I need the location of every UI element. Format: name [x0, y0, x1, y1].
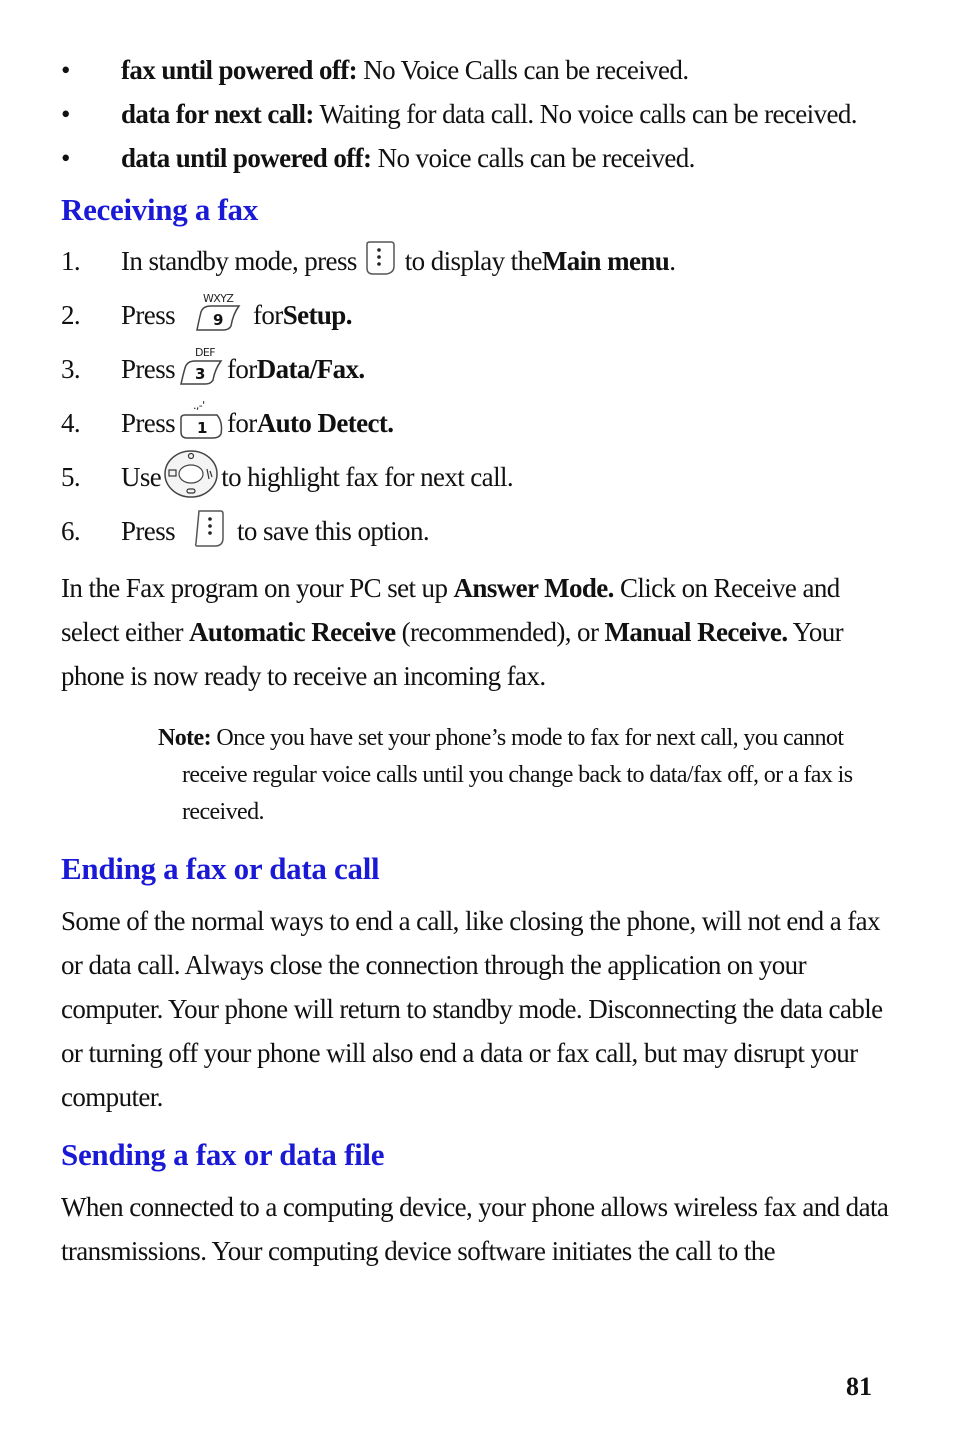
step-item [61, 342, 891, 396]
navigation-key-icon [163, 449, 219, 506]
menu-key-icon [193, 508, 225, 555]
section-heading-receiving: Receiving a fax [61, 192, 258, 227]
step-item [61, 234, 891, 288]
step-text: for [253, 299, 283, 330]
list-item [61, 92, 891, 136]
text-run: Click on Receive and select either [61, 573, 840, 647]
section-heading-sending: Sending a fax or data file [61, 1137, 385, 1172]
key-letters: .,-' [193, 398, 205, 412]
list-item [61, 136, 891, 180]
step-number: 6. [61, 515, 81, 546]
step-item [61, 396, 891, 450]
bullet-term: data for next call: [121, 99, 314, 129]
bullet-term: fax until powered off: [121, 55, 358, 85]
text-run: (recommended), or [395, 617, 605, 647]
text-run: Your phone is now ready to receive an incoming fax. [61, 617, 844, 691]
step-text: Press [121, 299, 176, 330]
step-item [61, 504, 891, 558]
list-item [61, 48, 891, 92]
section-heading-ending: Ending a fax or data call [61, 851, 380, 886]
step-bold: Setup. [282, 299, 352, 330]
key-digit: 1 [197, 418, 207, 437]
page-number: 81 [846, 1372, 872, 1401]
bold-run: Automatic Receive [189, 617, 396, 647]
bullet-mark: • [61, 99, 70, 129]
key-letters: DEF [195, 345, 215, 359]
step-bold: Data/Fax. [256, 353, 365, 384]
bullet-text: Waiting for data call. No voice calls can be received. [313, 99, 857, 129]
paragraph-sending: When connected to a computing device, your phone allows wireless fax and data transmissions. Your computing device software initiates the call to the [61, 1192, 889, 1266]
step-item [61, 288, 891, 342]
text-run: In the Fax program on your PC set up [61, 573, 454, 603]
note [158, 720, 891, 831]
bullet-term: data until powered off: [121, 143, 372, 173]
step-text: to save this option. [237, 515, 430, 546]
bullet-mark: • [61, 143, 70, 173]
step-tail: . [669, 245, 676, 276]
step-number: 3. [61, 353, 81, 384]
paragraph-ending: Some of the normal ways to end a call, like closing the phone, will not end a fax or data call. Always close the connection through the application on your computer. Your phone will return to standby mode. Disconnecting the data cable or turning off your phone will also end a data or fax call, but may disrupt your computer. [61, 906, 883, 1112]
note-label: Note: [158, 725, 211, 751]
key-letters: WXYZ [203, 291, 234, 305]
page-content [61, 48, 891, 1273]
key-1-icon [177, 398, 225, 449]
step-bold: Auto Detect. [256, 407, 394, 438]
bold-run: Answer Mode. [453, 573, 614, 603]
bullet-mark: • [61, 55, 70, 85]
key-digit: 9 [213, 310, 223, 329]
step-bold: Main menu [541, 245, 670, 276]
step-number: 2. [61, 299, 81, 330]
bullet-text: No Voice Calls can be received. [357, 55, 689, 85]
key-3-icon [177, 344, 225, 395]
step-text: for [227, 353, 257, 384]
step-number: 5. [61, 461, 81, 492]
note-text: Once you have set your phone’s mode to fax for next call, you cannot receive regular voice calls until you change back to data/fax off, or a fax is received. [182, 725, 853, 825]
menu-key-icon [363, 240, 397, 283]
bold-run: Manual Receive. [604, 617, 788, 647]
step-text: Press [121, 407, 176, 438]
step-number: 1. [61, 245, 81, 276]
step-text: Press [121, 353, 176, 384]
step-text: Use [121, 461, 162, 492]
step-text: Press [121, 515, 176, 546]
key-9-icon [193, 290, 243, 341]
step-text: In standby mode, press [121, 245, 357, 276]
bullet-text: No voice calls can be received. [371, 143, 695, 173]
paragraph-answer-mode [61, 566, 891, 698]
key-digit: 3 [195, 364, 205, 383]
step-text: to highlight fax for next call. [221, 461, 514, 492]
step-item [61, 450, 891, 504]
step-text: for [227, 407, 257, 438]
step-number: 4. [61, 407, 81, 438]
step-text: to display the [404, 245, 542, 276]
